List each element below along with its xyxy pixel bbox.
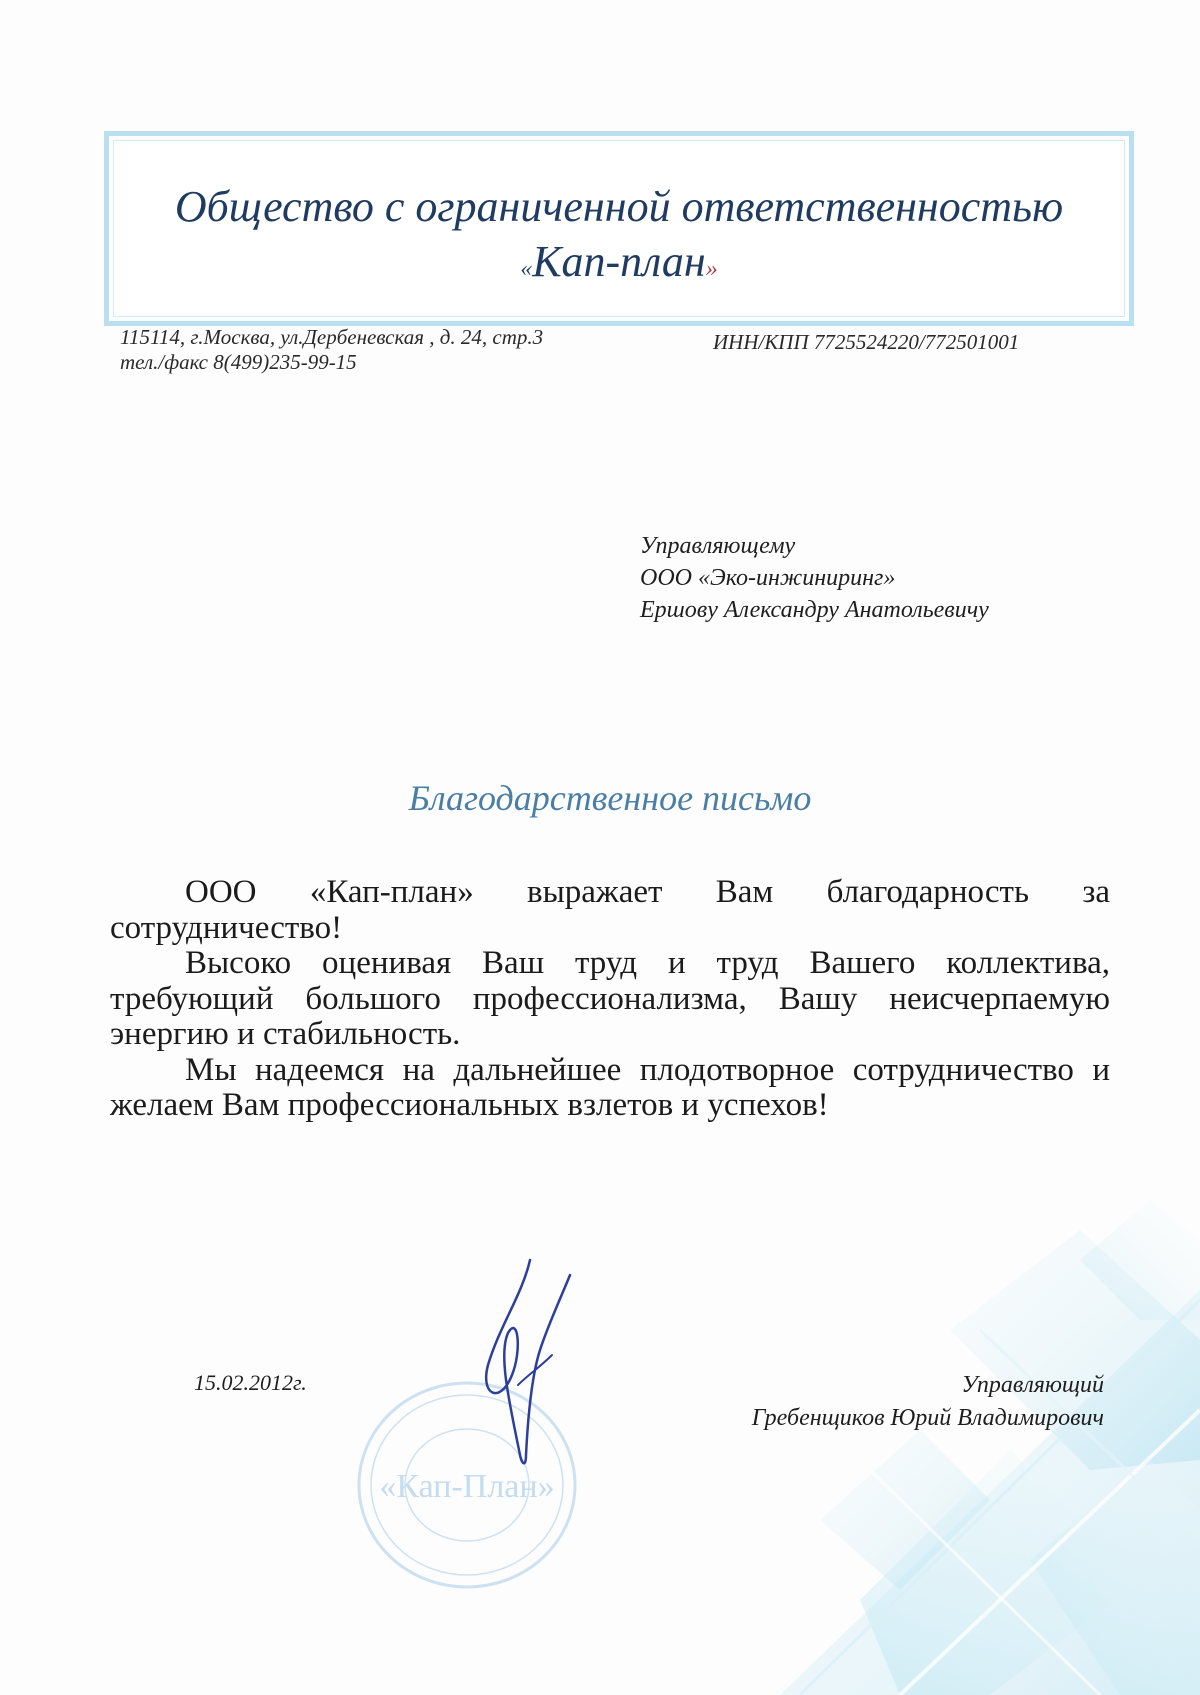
letterhead-frame — [104, 131, 1134, 326]
quote-open: « — [520, 256, 533, 282]
corner-geometric-pattern — [780, 1200, 1200, 1695]
recipient-company: ООО «Эко-инжиниринг» — [640, 565, 896, 591]
recipient-position: Управляющему — [640, 533, 796, 559]
letter-body — [110, 875, 1110, 1124]
org-brand: Кап-план — [532, 237, 706, 286]
org-address: 115114, г.Москва, ул.Дербеневская , д. 24, стр.3 — [120, 325, 544, 349]
quote-close: » — [705, 256, 718, 282]
org-phone: тел./факс 8(499)235-99-15 — [120, 350, 357, 374]
recipient-name: Ершову Александру Анатольевичу — [640, 597, 989, 623]
letter-title: Благодарственное письмо — [408, 778, 812, 818]
recipient-block — [640, 530, 989, 626]
signer-name: Гребенщиков Юрий Владимирович — [751, 1405, 1104, 1431]
org-inn-kpp: ИНН/КПП 7725524220/772501001 — [713, 330, 1020, 354]
letter-date: 15.02.2012г. — [194, 1370, 307, 1395]
letter-paragraph: Мы надеемся на дальнейшее плодотворное сотрудничество и желаем Вам профессиональных взлетов и успехов! — [110, 1051, 1110, 1123]
signer-role: Управляющий — [961, 1372, 1104, 1398]
seal-center-text: «Кап-План» — [379, 1468, 555, 1505]
letter-paragraph: Высоко оценивая Ваш труд и труд Вашего коллектива, требующий большого профессионализма, Вашу неисчерпаемую энергию и стабильность. — [110, 945, 1110, 1052]
org-brand-line — [109, 236, 1129, 287]
org-name: Общество с ограниченной ответственностью — [174, 182, 1064, 231]
letter-paragraph: ООО «Кап-план» выражает Вам благодарность за сотрудничество! — [110, 874, 1110, 946]
handwritten-signature — [470, 1255, 590, 1475]
